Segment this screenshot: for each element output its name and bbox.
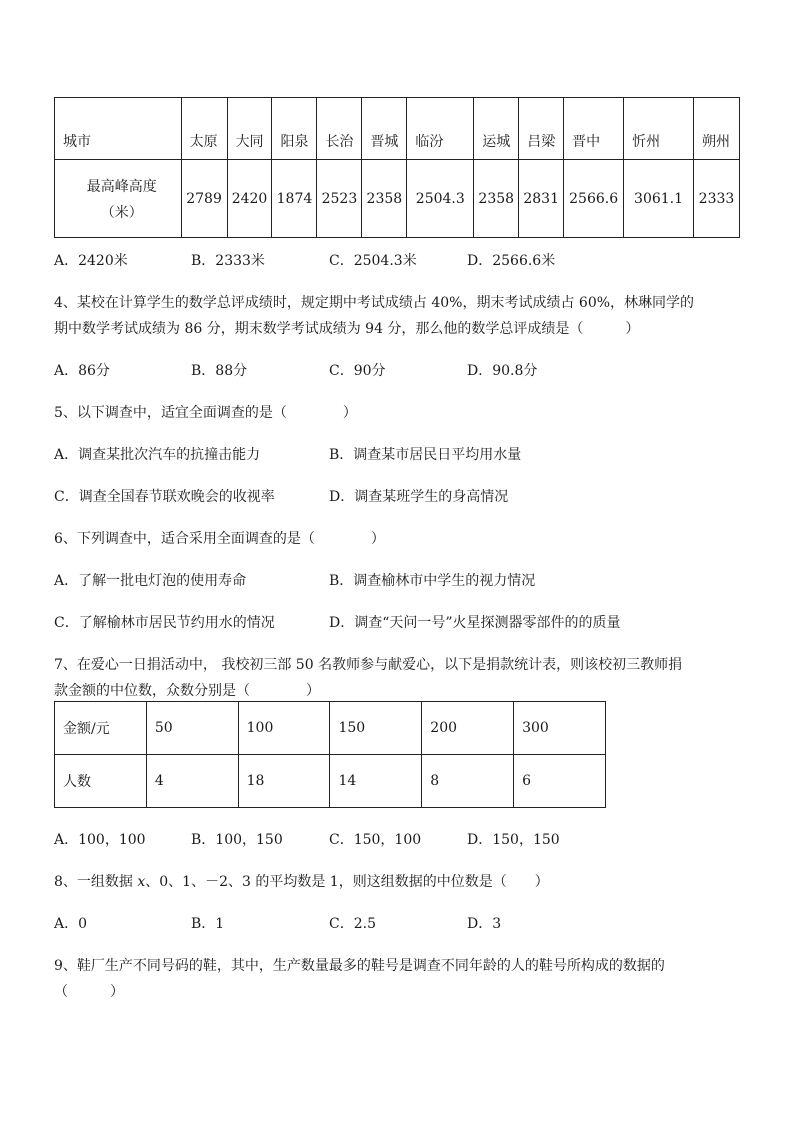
amount-cell: 50 bbox=[146, 702, 238, 755]
q3-option-d: D．2566.6米 bbox=[467, 253, 556, 269]
q8-variable: x bbox=[137, 874, 146, 890]
q4-option-a: A．86分 bbox=[54, 363, 110, 379]
q4-option-d: D．90.8分 bbox=[467, 363, 538, 379]
q4-stem-line2: 期中数学考试成绩为 86 分，期末数学考试成绩为 94 分，那么他的数学总评成绩是（ ） bbox=[54, 321, 640, 337]
q7-stem-line1: 7、在爱心一日捐活动中， 我校初三部 50 名教师参与献爱心，以下是捐款统计表，则该校初三教师捐 bbox=[54, 657, 683, 673]
q6-option-c: C．了解榆林市居民节约用水的情况 bbox=[54, 615, 275, 631]
amount-cell: 200 bbox=[422, 702, 514, 755]
city-cell: 大同 bbox=[227, 98, 272, 160]
q6-option-d: D．调查“天问一号”火星探测器零部件的的质量 bbox=[329, 615, 621, 631]
q3-option-a: A．2420米 bbox=[54, 253, 128, 269]
q8-option-c: C．2.5 bbox=[329, 916, 376, 932]
height-cell: 2523 bbox=[317, 160, 362, 238]
height-cell: 2420 bbox=[227, 160, 272, 238]
table-header-cell: 城市 bbox=[55, 98, 182, 160]
city-cell: 朔州 bbox=[693, 98, 739, 160]
city-cell: 晋城 bbox=[362, 98, 407, 160]
city-cell: 长治 bbox=[317, 98, 362, 160]
height-cell: 2566.6 bbox=[564, 160, 624, 238]
height-cell: 2789 bbox=[181, 160, 227, 238]
amount-cell: 100 bbox=[238, 702, 330, 755]
donation-table bbox=[54, 701, 606, 808]
q6-option-b: B．调查榆林市中学生的视力情况 bbox=[329, 573, 536, 589]
count-cell: 6 bbox=[514, 755, 606, 808]
q8-stem-suffix: 、0、1、－2、3 的平均数是 1，则这组数据的中位数是（ ） bbox=[145, 874, 549, 890]
height-cell: 3061.1 bbox=[624, 160, 694, 238]
city-cell: 临汾 bbox=[407, 98, 474, 160]
q9-stem-line1: 9、鞋厂生产不同号码的鞋，其中，生产数量最多的鞋号是调查不同年龄的人的鞋号所构成的数据的 bbox=[54, 958, 665, 974]
q5-option-a: A．调查某批次汽车的抗撞击能力 bbox=[54, 447, 261, 463]
table-row-label bbox=[55, 160, 182, 238]
table-row-label: 人数 bbox=[55, 755, 147, 808]
q8-option-b: B．1 bbox=[191, 916, 225, 932]
q5-option-b: B．调查某市居民日平均用水量 bbox=[329, 447, 522, 463]
q6-option-a: A．了解一批电灯泡的使用寿命 bbox=[54, 573, 247, 589]
height-cell: 2358 bbox=[362, 160, 407, 238]
amount-cell: 300 bbox=[514, 702, 606, 755]
count-cell: 14 bbox=[330, 755, 422, 808]
height-cell: 2333 bbox=[693, 160, 739, 238]
q5-option-c: C．调查全国春节联欢晚会的收视率 bbox=[54, 489, 275, 505]
q4-stem-line1: 4、某校在计算学生的数学总评成绩时，规定期中考试成绩占 40%，期末考试成绩占 60%，林琳同学的 bbox=[54, 295, 695, 311]
q8-stem-prefix: 8、一组数据 bbox=[54, 874, 138, 890]
q8-stem bbox=[54, 871, 549, 891]
q5-stem: 5、以下调查中，适宜全面调查的是（ ） bbox=[54, 405, 357, 421]
q7-option-a: A．100，100 bbox=[54, 832, 146, 848]
city-height-table bbox=[54, 97, 740, 238]
city-cell: 忻州 bbox=[624, 98, 694, 160]
height-cell: 1874 bbox=[272, 160, 317, 238]
count-cell: 4 bbox=[146, 755, 238, 808]
table-row-label: 金额/元 bbox=[55, 702, 147, 755]
q7-option-b: B．100，150 bbox=[191, 832, 283, 848]
q8-option-a: A．0 bbox=[54, 916, 88, 932]
row-label-line1: 最高峰高度 bbox=[86, 178, 157, 195]
table-row bbox=[55, 755, 606, 808]
count-cell: 18 bbox=[238, 755, 330, 808]
q8-option-d: D．3 bbox=[467, 916, 502, 932]
q7-option-c: C．150，100 bbox=[329, 832, 422, 848]
city-cell: 太原 bbox=[181, 98, 227, 160]
city-cell: 阳泉 bbox=[272, 98, 317, 160]
q6-stem: 6、下列调查中，适合采用全面调查的是（ ） bbox=[54, 531, 385, 547]
amount-cell: 150 bbox=[330, 702, 422, 755]
city-cell: 晋中 bbox=[564, 98, 624, 160]
q7-stem-line2: 款金额的中位数，众数分别是（ ） bbox=[54, 683, 320, 699]
row-label-line2: （米） bbox=[100, 204, 143, 221]
q3-option-b: B．2333米 bbox=[191, 253, 265, 269]
count-cell: 8 bbox=[422, 755, 514, 808]
table-row bbox=[55, 160, 740, 238]
height-cell: 2358 bbox=[474, 160, 519, 238]
q7-option-d: D．150，150 bbox=[467, 832, 560, 848]
q3-option-c: C．2504.3米 bbox=[329, 253, 417, 269]
height-cell: 2831 bbox=[519, 160, 564, 238]
q5-option-d: D．调查某班学生的身高情况 bbox=[329, 489, 509, 505]
height-cell: 2504.3 bbox=[407, 160, 474, 238]
q9-stem-line2: （ ） bbox=[54, 984, 124, 1000]
q4-option-b: B．88分 bbox=[191, 363, 248, 379]
q4-option-c: C．90分 bbox=[329, 363, 386, 379]
city-cell: 运城 bbox=[474, 98, 519, 160]
table-row bbox=[55, 98, 740, 160]
city-cell: 吕梁 bbox=[519, 98, 564, 160]
table-row bbox=[55, 702, 606, 755]
